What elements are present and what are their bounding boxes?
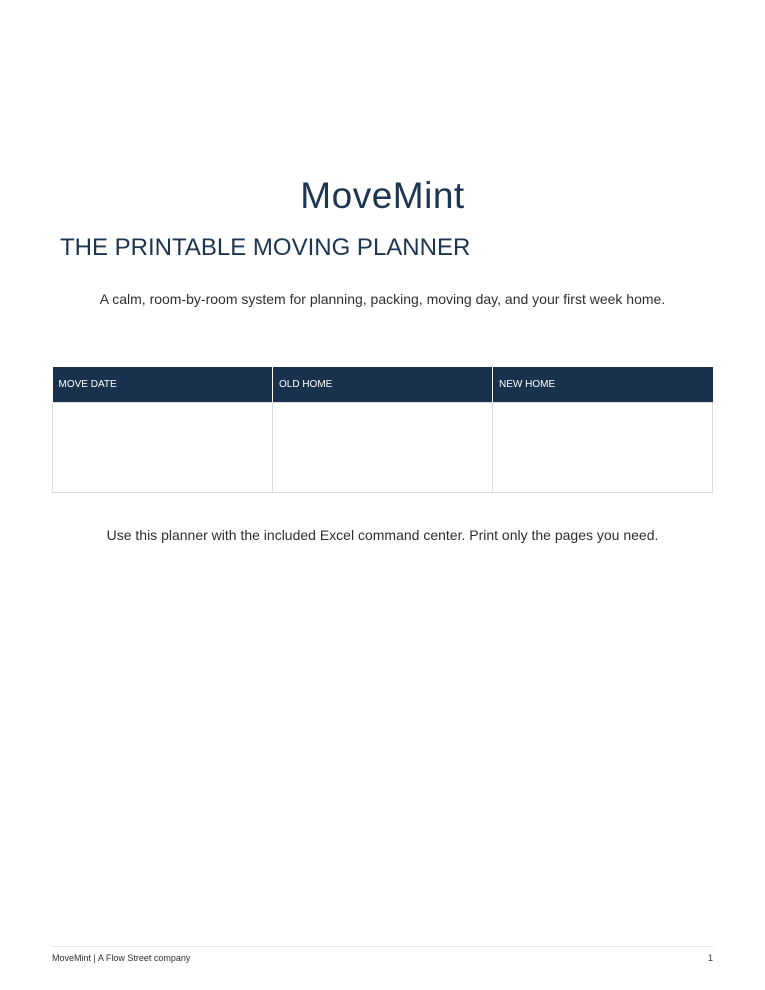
old-home-header: OLD HOME [273,367,493,403]
planner-heading: THE PRINTABLE MOVING PLANNER [60,234,471,261]
old-home-field[interactable] [273,403,493,493]
move-date-header: MOVE DATE [53,367,273,403]
brand-title: MoveMint [300,175,465,216]
page-number: 1 [707,953,713,963]
usage-note: Use this planner with the included Excel command center. Print only the pages you need. [106,527,659,543]
move-info-table [52,367,713,493]
move-date-field[interactable] [53,403,273,493]
table-row [53,403,713,493]
tagline: A calm, room-by-room system for planning, packing, moving day, and your first week home. [99,291,666,307]
new-home-field[interactable] [493,403,713,493]
new-home-header: NEW HOME [493,367,713,403]
table-header-row [53,367,713,403]
footer-divider [52,946,713,947]
footer-company: MoveMint | A Flow Street company [52,953,191,963]
